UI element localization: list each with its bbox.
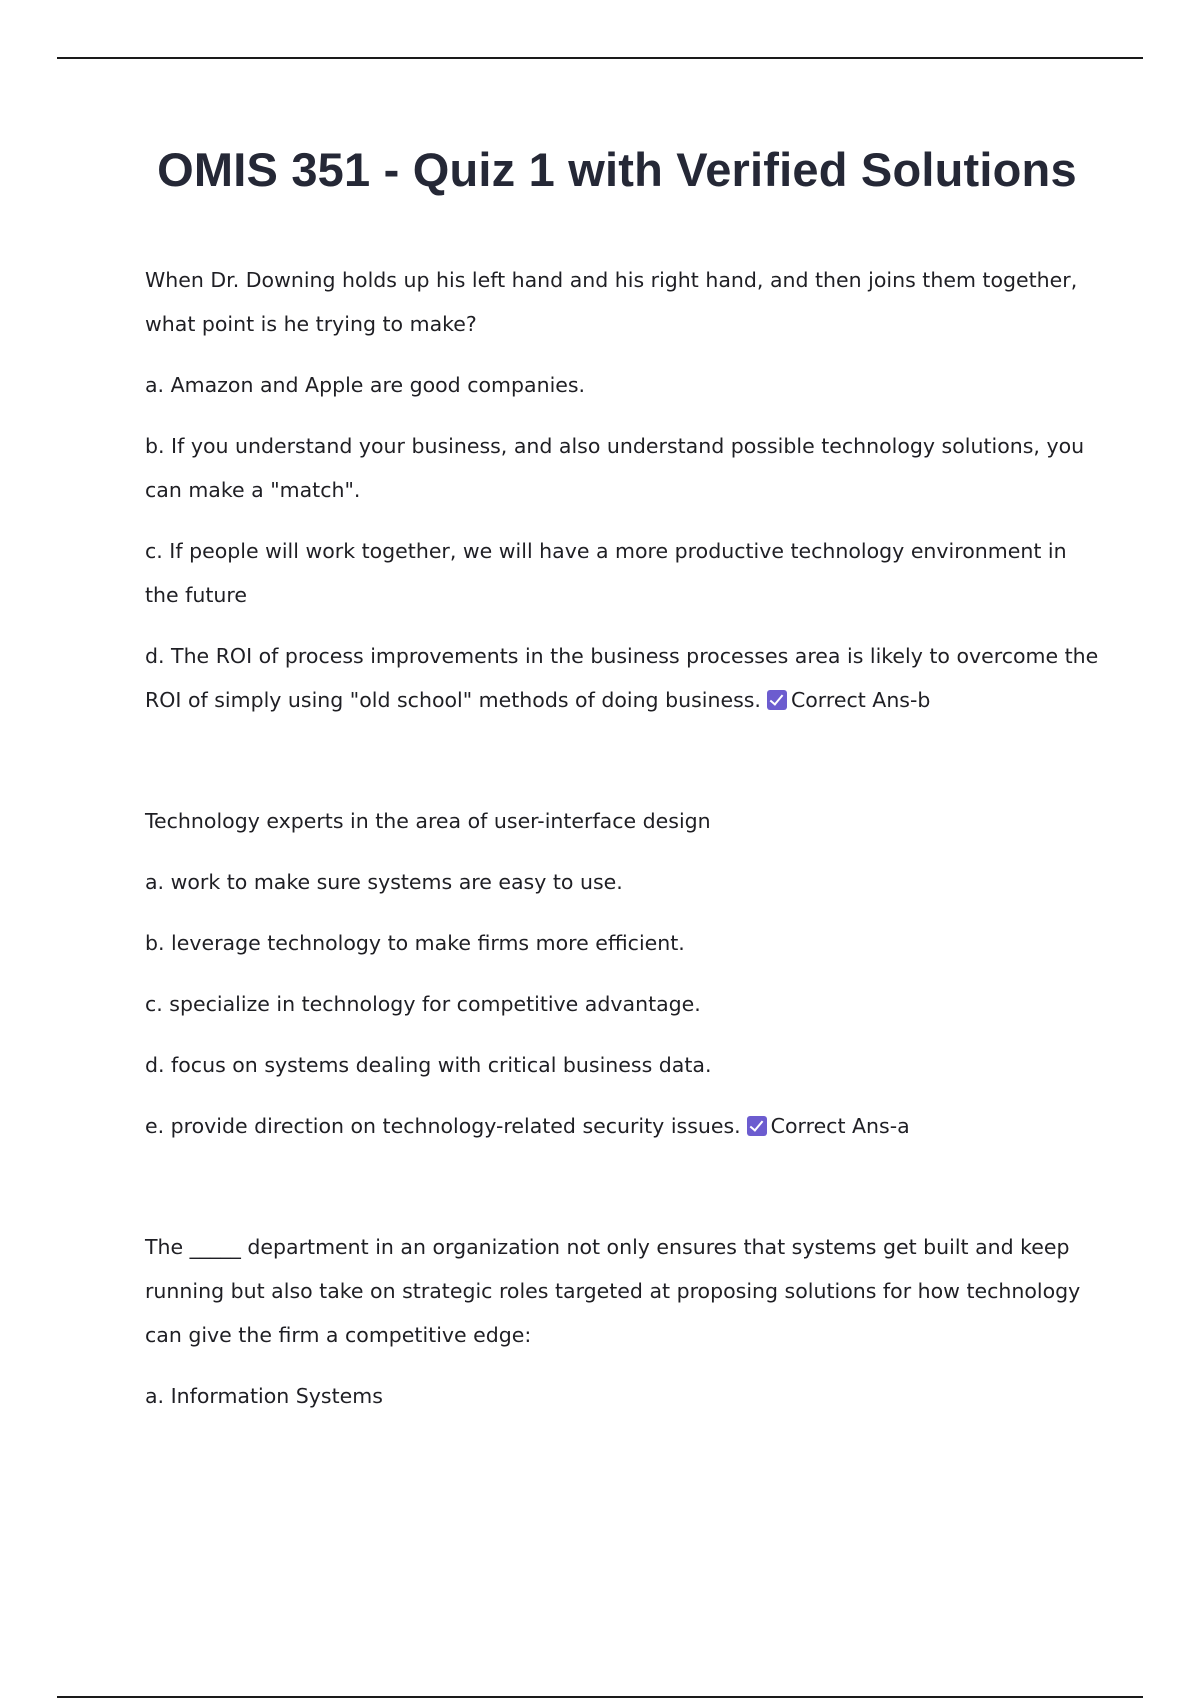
bottom-rule bbox=[57, 1696, 1143, 1698]
answer-option: a. Amazon and Apple are good companies. bbox=[145, 373, 586, 397]
answer-option: d. The ROI of process improvements in the business processes area is likely to overcome the ROI of simply using "old school" methods of doing business. bbox=[145, 644, 1099, 712]
top-rule bbox=[57, 57, 1143, 59]
question-block bbox=[145, 799, 1105, 1148]
correct-answer-label: Correct Ans-a bbox=[770, 1114, 910, 1138]
question-block bbox=[145, 258, 1105, 722]
document-title: OMIS 351 - Quiz 1 with Verified Solutions bbox=[157, 143, 1077, 196]
answer-option: a. Information Systems bbox=[145, 1384, 383, 1408]
question-text: Technology experts in the area of user-interface design bbox=[145, 809, 711, 833]
answer-option: e. provide direction on technology-related security issues. bbox=[145, 1114, 741, 1138]
answer-option-with-answer bbox=[145, 1104, 1105, 1148]
answer-option: d. focus on systems dealing with critical business data. bbox=[145, 1053, 712, 1077]
checkbox-checked-icon bbox=[747, 1116, 767, 1136]
question-text: When Dr. Downing holds up his left hand and his right hand, and then joins them together, what point is he trying to make? bbox=[145, 268, 1078, 336]
answer-option: c. If people will work together, we will have a more productive technology environment in the future bbox=[145, 539, 1067, 607]
question-block bbox=[145, 1225, 1105, 1418]
answer-option: a. work to make sure systems are easy to use. bbox=[145, 870, 623, 894]
answer-option: c. specialize in technology for competitive advantage. bbox=[145, 992, 701, 1016]
question-text: The _____ department in an organization not only ensures that systems get built and keep running but also take on strategic roles targeted at proposing solutions for how technology can give the firm a competitive edge: bbox=[145, 1235, 1081, 1347]
checkbox-checked-icon bbox=[767, 690, 787, 710]
answer-option: b. If you understand your business, and also understand possible technology solutions, you can make a "match". bbox=[145, 434, 1085, 502]
answer-option-with-answer bbox=[145, 634, 1105, 722]
quiz-content bbox=[145, 258, 1105, 1435]
answer-option: b. leverage technology to make firms more efficient. bbox=[145, 931, 685, 955]
correct-answer-label: Correct Ans-b bbox=[790, 688, 931, 712]
